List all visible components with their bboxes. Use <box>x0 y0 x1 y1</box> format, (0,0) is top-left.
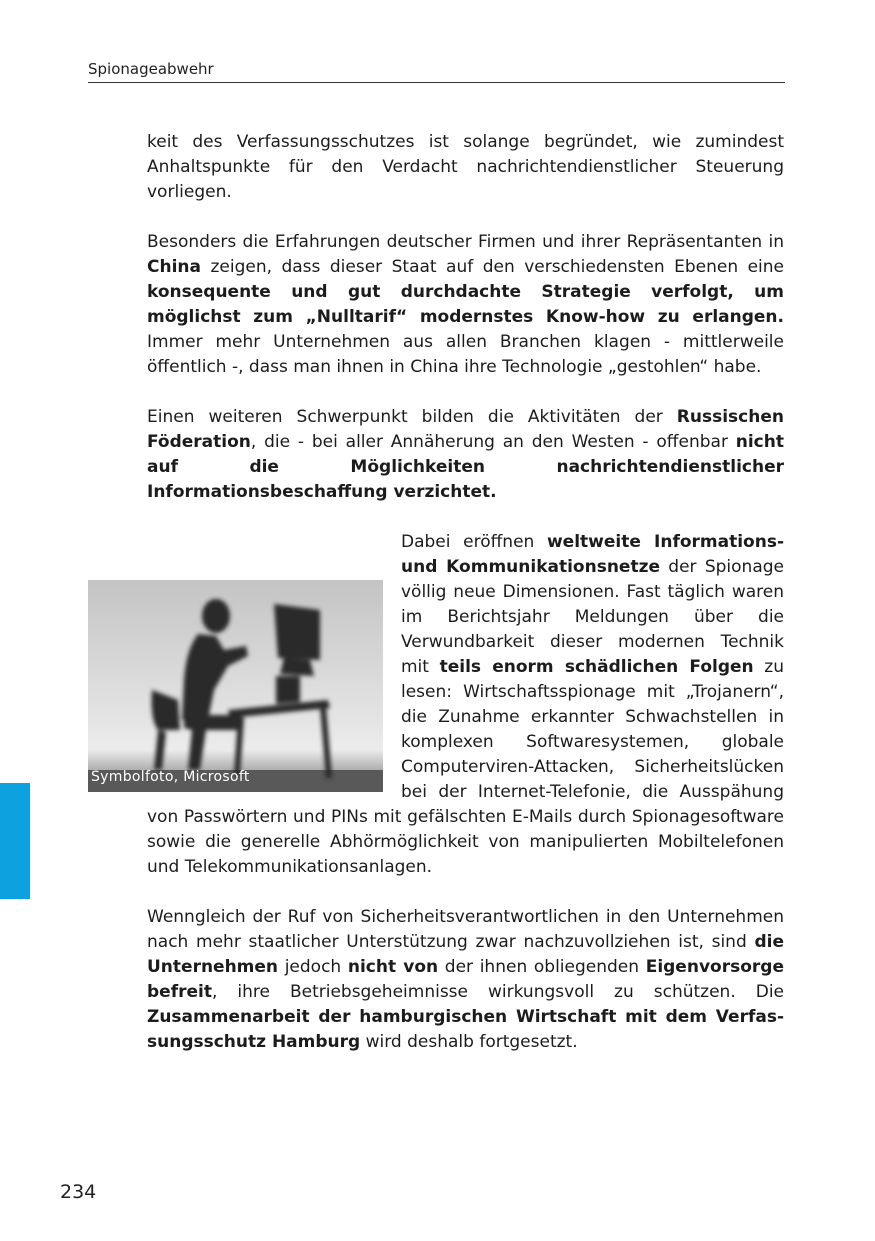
header-rule <box>88 82 785 83</box>
bold-text: teils enorm schädlichen Folgen <box>439 657 754 677</box>
silhouette-image <box>88 580 383 792</box>
text-run: , die - bei aller Annäherung an den Westen - offenbar <box>250 432 736 452</box>
text-run: Wenngleich der Ruf von Sicherheitsverantwortlichen in den Unternehmen nach mehr staatlicher Unterstützung zwar nachzuvollziehen ist, sind <box>147 907 784 952</box>
bold-text: Eigenvorsorge befreit <box>147 957 784 1002</box>
text-run: , ihre Betriebsgeheimnisse wirkungsvoll zu schützen. Die <box>211 982 784 1002</box>
bold-text: die Unternehmen <box>147 932 784 977</box>
text-run: der Spionage völlig neue Dimensionen. Fast täglich waren im Berichtsjahr Meldungen über die Verwundbarkeit dieser modernen Technik mit <box>401 557 784 677</box>
paragraph <box>91 530 785 880</box>
bold-text: weltweite Informations- und Kommunikationsnetze <box>401 532 784 577</box>
bold-text: nicht auf die Möglichkeiten nachrichtendienstlicher Informationsbeschaffung verzichtet. <box>147 432 784 502</box>
symbol-photo <box>88 580 383 792</box>
paragraph <box>147 130 784 205</box>
text-run: wird deshalb fortgesetzt. <box>360 1032 578 1052</box>
running-header: Spionageabwehr <box>88 60 214 78</box>
page-number: 234 <box>60 1181 97 1203</box>
bold-text: konsequente und gut durchdachte Strategie verfolgt, um möglichst zum „Nulltarif“ modernstes Know-how zu erlangen. <box>147 282 784 327</box>
text-run: keit des Verfassungsschutzes ist solange begründet, wie zumindest Anhaltspunkte für den Verdacht nachrichtendienstlicher Steuerung vorliegen. <box>147 132 784 202</box>
text-run: Besonders die Erfahrungen deutscher Firmen und ihrer Repräsentanten in <box>147 232 784 252</box>
paragraph <box>147 905 784 1055</box>
text-run: Einen weiteren Schwerpunkt bilden die Aktivitäten der <box>147 407 677 427</box>
photo-caption: Symbolfoto, Microsoft <box>91 769 250 785</box>
text-run: jedoch <box>278 957 348 977</box>
chapter-marker-tab <box>0 783 30 899</box>
text-run: der ihnen obliegenden <box>438 957 646 977</box>
text-run: zu lesen: Wirtschaftsspionage mit „Trojanern“, die Zunahme erkannter Schwachstellen in komplexen Softwaresystemen, globale Computerviren-Attacken, Sicherheitslücken bei der Internet-Telefonie, die Ausspähung von Passwörtern und PINs mit gefälschten E-Mails durch Spionagesoftware sowie die generelle Abhörmöglichkeit von manipulierten Mobiltelefonen und Telekommunikationsanlagen. <box>147 657 785 877</box>
paragraph <box>147 405 784 505</box>
bold-text: Zusammenarbeit der hamburgischen Wirtschaft mit dem Verfassungsschutz Hamburg <box>147 1007 784 1052</box>
bold-text: Russischen Föderation <box>147 407 784 452</box>
text-run: zeigen, dass dieser Staat auf den verschiedensten Ebenen eine <box>200 257 784 277</box>
bold-text: nicht von <box>347 957 439 977</box>
bold-text: China <box>147 257 201 277</box>
paragraph <box>147 230 784 380</box>
body-text <box>91 130 785 1080</box>
text-run: Immer mehr Unternehmen aus allen Branchen klagen - mittlerweile öffentlich -, dass man ihnen in China ihre Technologie „gestohlen“ habe. <box>147 332 784 377</box>
text-run: Dabei eröffnen <box>401 532 547 552</box>
